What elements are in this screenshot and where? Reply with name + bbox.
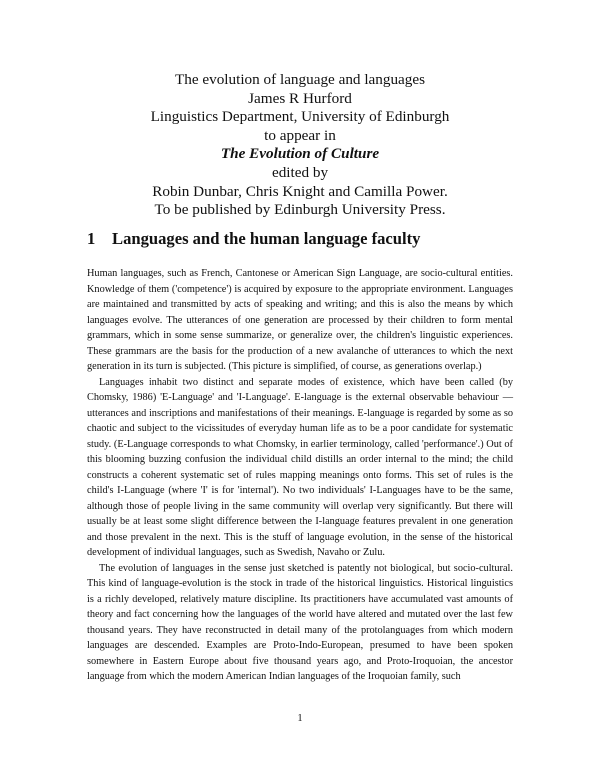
edited-by-note: edited by [271,163,329,181]
title-block [0,71,600,220]
section-title: Languages and the human language faculty [112,229,421,248]
section-number: 1 [87,229,96,248]
page-number: 1 [297,713,303,724]
author-affiliation: Linguistics Department, University of Edinburgh [150,108,450,126]
editors-list: Robin Dunbar, Chris Knight and Camilla Power. [152,182,448,200]
paper-title: The evolution of language and languages [174,71,426,88]
section-heading [87,229,420,249]
author-name: James R Hurford [248,89,352,107]
paragraph-2: Languages inhabit two distinct and separate modes of existence, which have been called (by Chomsky, 1986) 'E-Language' and 'I-Language'. E-language is the external observable behaviour — utterances and inscriptions and manifestations of their meanings. E-language is regarded by some as so chaotic and subject to the vicissitudes of everyday human life as to be a poor candidate for systematic study. (E-Language corresponds to what Chomsky, in earlier terminology, called 'performance'.) Out of this blooming buzzing confusion the individual child distills an order internal to the mind; the child constructs a coherent systematic set of rules mapping meanings onto forms. This set of rules is the child's I-Language (where 'I' is for 'internal'). No two individuals' I-Languages have to be the same, although those of people living in the same community will overlap very significantly. But there will usually be at least some slight difference between the I-language features prevalent in one generation and those prevalent in the next. This is the stuff of language evolution, in the sense of the historical development of individual languages, such as Swedish, Navaho or Zulu. [87,376,513,558]
body-text [87,266,513,685]
paragraph-1: Human languages, such as French, Cantonese or American Sign Language, are socio-cultural entities. Knowledge of them ('competence') is acquired by exposure to the appropriate environment. Languages are maintained and transmitted by acts of speaking and writing; and this is also the means by which languages evolve. The utterances of one generation are processed by their children to form mental grammars, which in some sense summarize, or generalize over, the children's linguistic experiences. These grammars are the basis for the production of a new avalanche of utterances to which the next generation in its turn is subjected. (This picture is simplified, of course, as generations overlap.) [87,268,513,372]
publisher-note: To be published by Edinburgh University Press. [154,201,446,219]
book-title: The Evolution of Culture [220,145,380,163]
paragraph-3: The evolution of languages in the sense just sketched is patently not biological, but socio-cultural. This kind of language-evolution is the stock in trade of the historical linguistics. Historical linguistics is a richly developed, relatively mature discipline. Its practitioners have accumulated vast amounts of theory and fact concerning how the languages of the world have altered and mutated over the last few thousand years. They have reconstructed in detail many of the protolanguages from which modern languages are descended. Examples are Proto-Indo-European, presumed to have been spoken somewhere in Eastern Europe about five thousand years ago, and Proto-Iroquoian, the ancestor language from which the modern American Indian languages of the Iroquoian family, such [87,562,513,682]
appear-in-note: to appear in [264,126,336,144]
